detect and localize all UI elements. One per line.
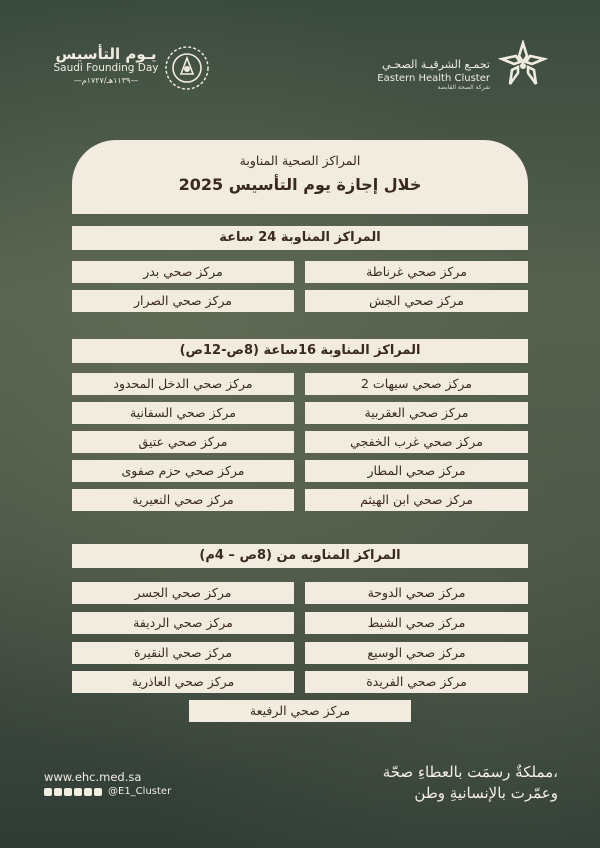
center-item: مركز صحي غرب الخفجي <box>305 431 528 453</box>
center-item: مركز صحي الدخل المحدود <box>72 373 294 395</box>
center-item: مركز صحي الجسر <box>72 582 294 604</box>
center-item: مركز صحي النقيرة <box>72 642 294 664</box>
center-item: مركز صحي بدر <box>72 261 294 283</box>
tiktok-icon[interactable] <box>94 788 102 796</box>
youtube-icon[interactable] <box>64 788 72 796</box>
eastern-health-cluster-logo-icon <box>498 40 548 90</box>
website-link[interactable]: www.ehc.med.sa <box>44 770 142 784</box>
center-item: مركز صحي الرديفة <box>72 612 294 634</box>
center-item: مركز صحي الصرار <box>72 290 294 312</box>
center-item: مركز صحي السفانية <box>72 402 294 424</box>
center-item: مركز صحي المطار <box>305 460 528 482</box>
slogan <box>383 762 558 804</box>
center-item: مركز صحي الشيط <box>305 612 528 634</box>
section-heading-24h: المراكز المناوبة 24 ساعة <box>72 226 528 250</box>
founding-day-ar: يـوم التأسيس <box>55 45 157 63</box>
center-item: مركز صحي سيهات 2 <box>305 373 528 395</box>
title-line-1: المراكز الصحية المناوبة <box>239 153 361 168</box>
title-panel <box>72 140 528 214</box>
org-subtitle: شركة الصحة القابضة <box>437 84 490 91</box>
center-item: مركز صحي الجش <box>305 290 528 312</box>
founding-day-en: Saudi Founding Day <box>53 62 159 74</box>
founding-day-emblem-icon <box>163 44 211 92</box>
linkedin-icon[interactable] <box>44 788 52 796</box>
org-name-en: Eastern Health Cluster <box>377 73 490 84</box>
center-item: مركز صحي حزم صفوى <box>72 460 294 482</box>
slogan-line-1: مملكةٌ رسمَت بالعطاءِ صحّة، <box>382 763 558 781</box>
social-handle: @E1_Cluster <box>108 786 172 797</box>
section-heading-16h: المراكز المناوبة 16ساعة (8ص-12ص) <box>72 339 528 363</box>
center-item: مركز صحي ابن الهيثم <box>305 489 528 511</box>
center-item: مركز صحي الوسيع <box>305 642 528 664</box>
slogan-line-2: وعمّرت بالإنسانيةِ وطن <box>414 784 558 802</box>
org-name <box>377 58 490 91</box>
x-icon[interactable] <box>54 788 62 796</box>
instagram-icon[interactable] <box>84 788 92 796</box>
snapchat-icon[interactable] <box>74 788 82 796</box>
org-name-ar: تجمـع الشرقيـة الصحـي <box>381 58 490 71</box>
founding-day-dates: —١١٣٩هـ/١٧٢٧م— <box>73 76 139 85</box>
center-item: مركز صحي غرناطة <box>305 261 528 283</box>
social-links <box>44 786 171 797</box>
founding-day-wordmark <box>52 46 160 86</box>
center-item: مركز صحي الرفيعة <box>189 700 411 722</box>
title-line-2: خلال إجازة يوم التأسيس 2025 <box>178 175 422 194</box>
center-item: مركز صحي الدوحة <box>305 582 528 604</box>
center-item: مركز صحي الفريدة <box>305 671 528 693</box>
center-item: مركز صحي النعيرية <box>72 489 294 511</box>
center-item: مركز صحي العقربية <box>305 402 528 424</box>
center-item: مركز صحي عتيق <box>72 431 294 453</box>
center-item: مركز صحي العاذرية <box>72 671 294 693</box>
section-heading-8to4: المراكز المناوبه من (8ص – 4م) <box>72 544 528 568</box>
